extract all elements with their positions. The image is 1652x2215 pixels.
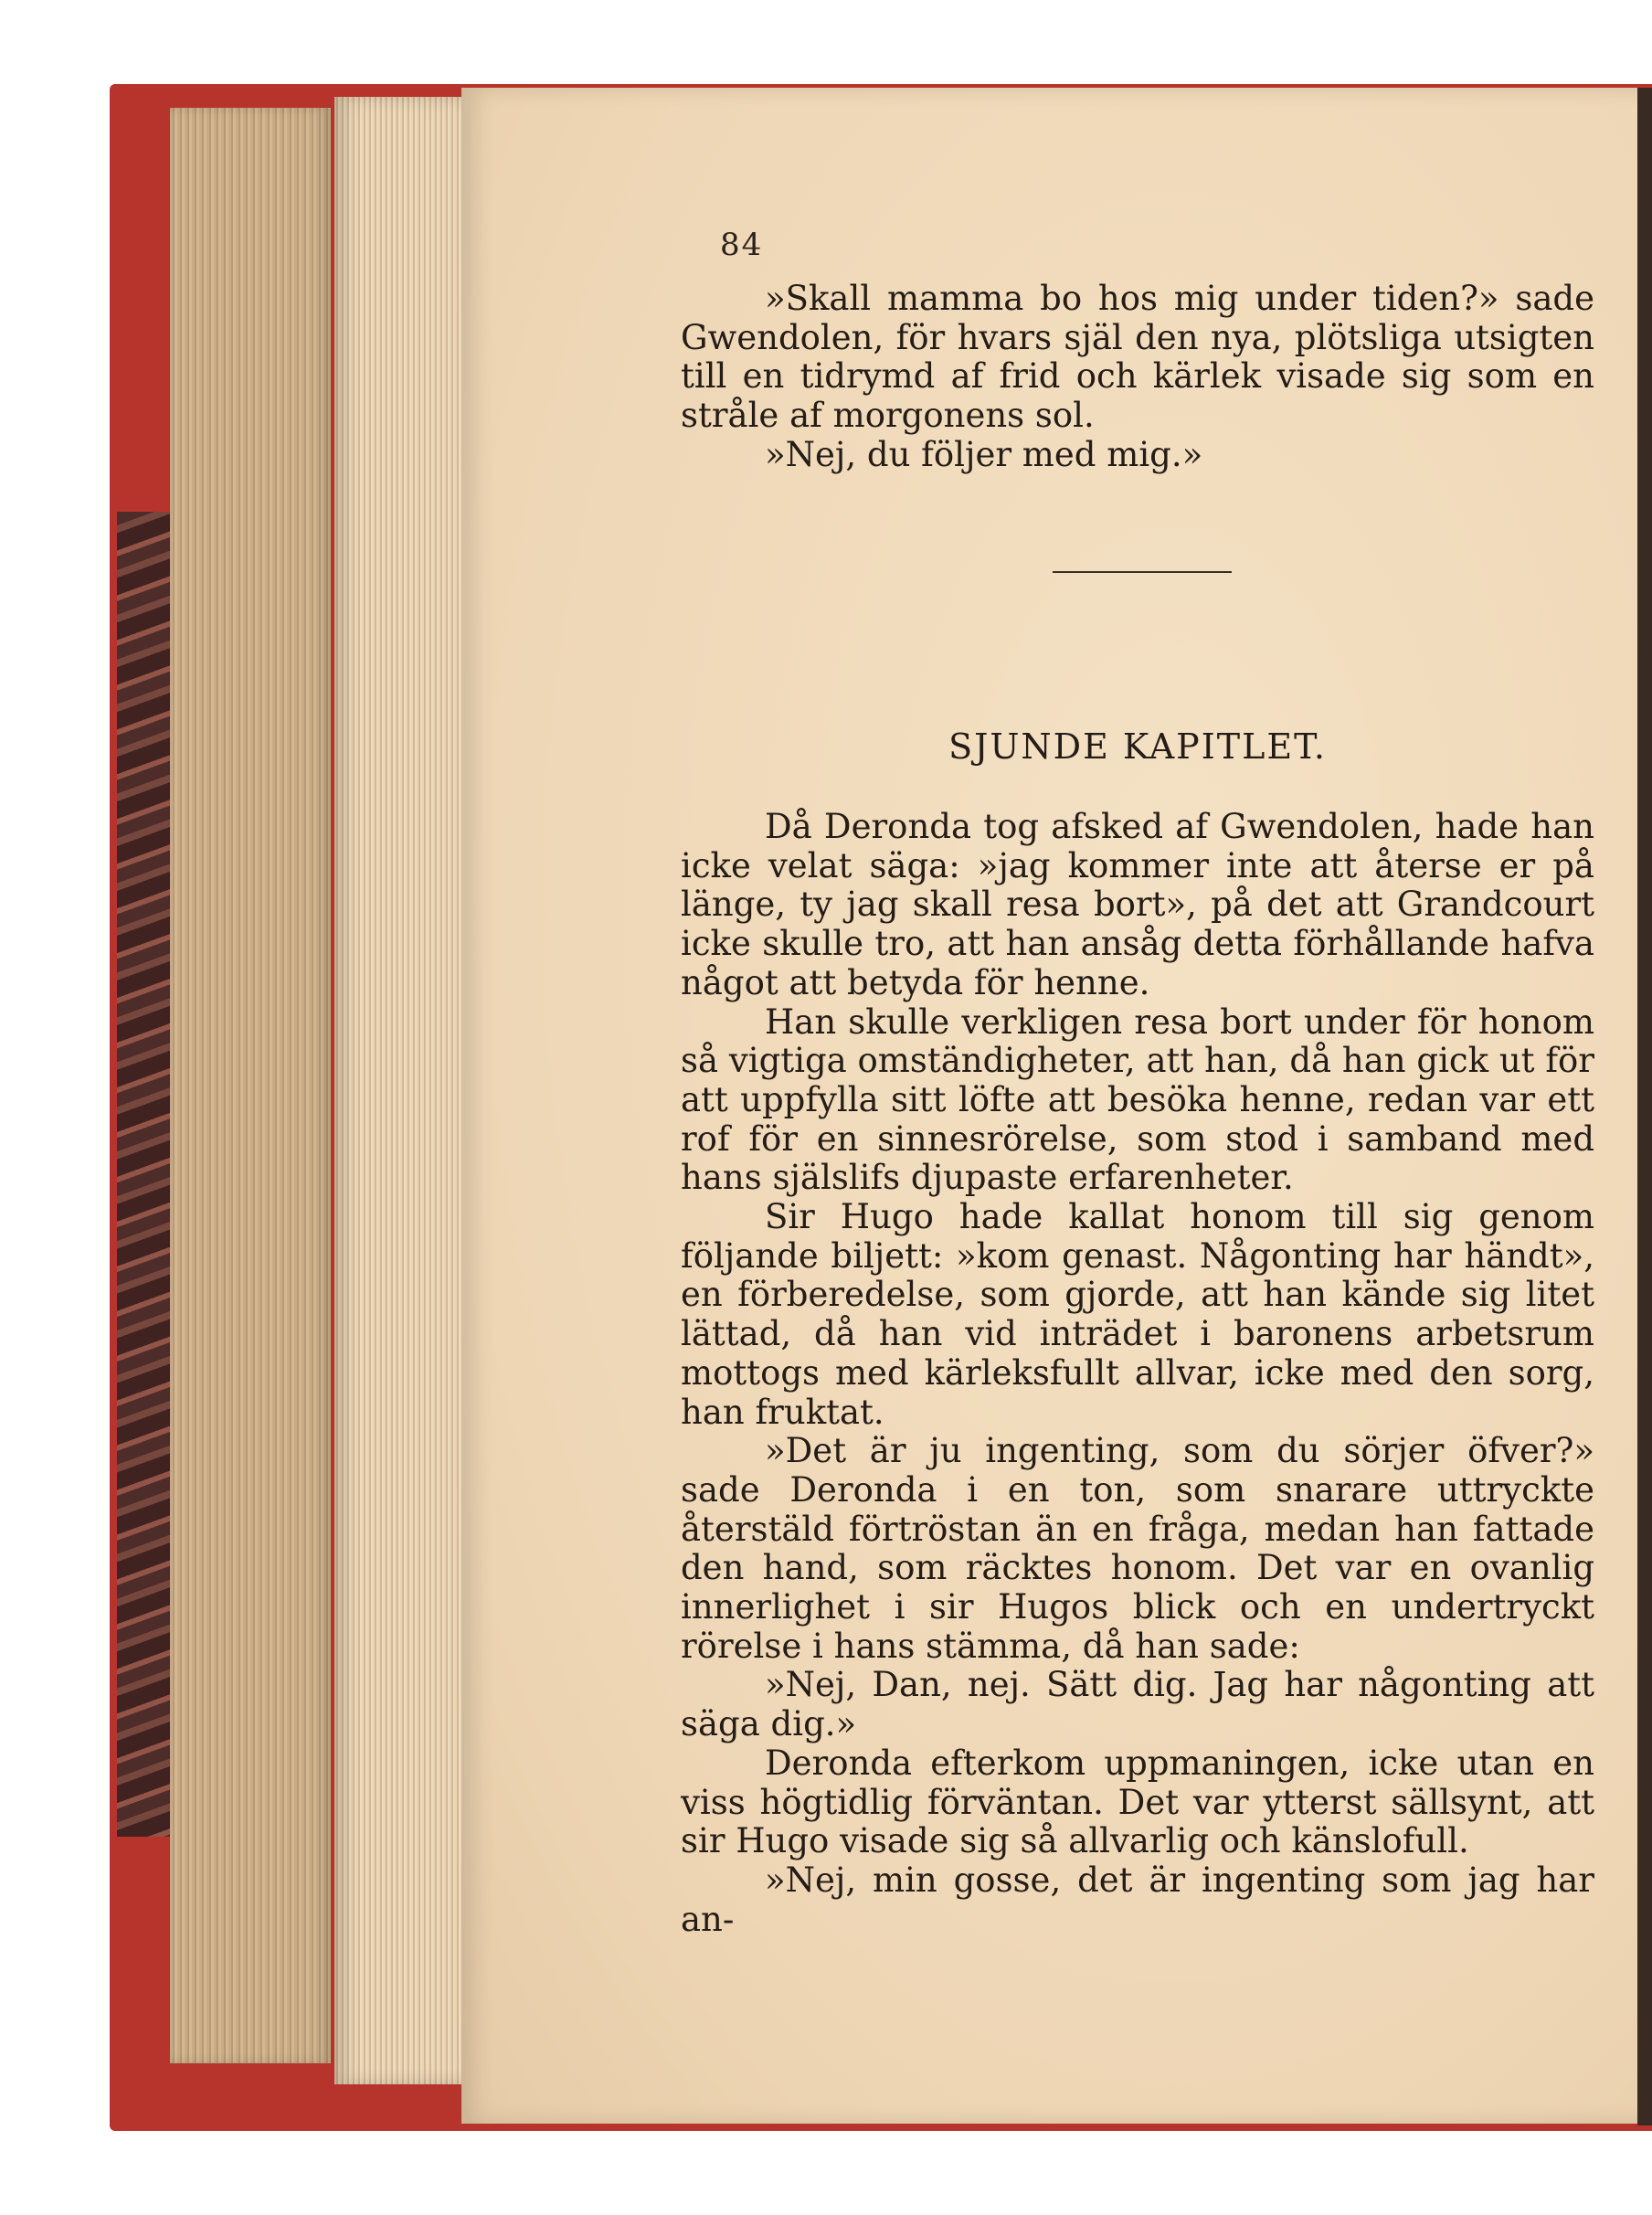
- chapter-body: [681, 808, 1594, 1939]
- page-number: 84: [720, 227, 764, 263]
- paragraph: »Nej, du följer med mig.»: [765, 434, 1203, 474]
- paragraph: Deronda efterkom uppmaningen, icke utan en viss högtidlig förväntan. Det var ytterst sällsynt, att sir Hugo visade sig så allvarlig och känslofull.: [681, 1743, 1594, 1861]
- chapter-title: SJUNDE KAPITLET.: [948, 726, 1327, 767]
- paragraph: »Nej, min gosse, det är ingenting som jag har an-: [681, 1860, 1594, 1939]
- paragraph: »Nej, Dan, nej. Sätt dig. Jag har någonting att säga dig.»: [681, 1665, 1594, 1744]
- page-edges-right: [334, 97, 471, 2084]
- page-edges-left: [170, 108, 331, 2063]
- opening-text: [681, 280, 1594, 475]
- paragraph: »Skall mamma bo hos mig under tiden?» sade Gwendolen, för hvars själ den nya, plötsliga utsigten till en tidrymd af frid och kärlek visade sig som en stråle af morgonens sol.: [681, 279, 1594, 436]
- section-divider: [1053, 571, 1232, 573]
- page-shadow-edge: [1637, 88, 1652, 2125]
- paragraph: Han skulle verkligen resa bort under för honom så vigtiga omständigheter, att han, då han gick ut för att uppfylla sitt löfte att besöka henne, redan var ett rof för en sinnesrörelse, som stod i samband med hans själslifs djupaste erfarenheter.: [681, 1002, 1594, 1198]
- paragraph: Då Deronda tog afsked af Gwendolen, hade han icke velat säga: »jag kommer inte att återse er på länge, ty jag skall resa bort», på det att Grandcourt icke skulle tro, att han ansåg detta förhållande hafva något att betyda för henne.: [681, 807, 1594, 1002]
- paragraph: Sir Hugo hade kallat honom till sig genom följande biljett: »kom genast. Någonting har händt», en förberedelse, som gjorde, att han kände sig litet lättad, då han vid inträdet i baronens arbetsrum mottogs med kärleksfullt allvar, icke med den sorg, han fruktat.: [681, 1197, 1594, 1432]
- paragraph: »Det är ju ingenting, som du sörjer öfver?» sade Deronda i en ton, som snarare uttryckte återstäld förtröstan än en fråga, medan han fattade den hand, som räcktes honom. Det var en ovanlig innerlighet i sir Hugos blick och en undertryckt rörelse i hans stämma, då han sade:: [681, 1431, 1594, 1666]
- marbled-spine: [117, 512, 172, 1837]
